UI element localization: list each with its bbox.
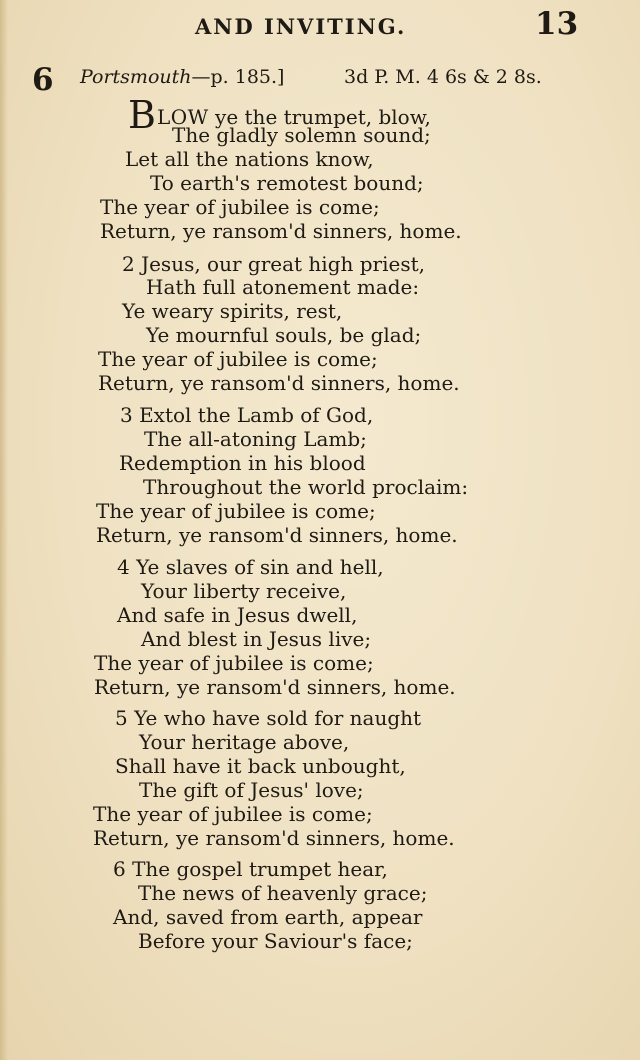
verse-line: Let all the nations know, — [125, 147, 374, 171]
verse-line: The gladly solemn sound; — [172, 123, 431, 147]
refrain-line: The year of jubilee is come; — [96, 499, 376, 523]
drop-cap: B — [128, 93, 156, 137]
refrain-line: Return, ye ransom'd sinners, home. — [93, 826, 455, 850]
meter: 3d P. M. 4 6s & 2 8s. — [344, 66, 542, 88]
verse-line: Throughout the world proclaim: — [143, 475, 469, 499]
refrain-line: Return, ye ransom'd sinners, home. — [98, 371, 460, 395]
verse-line: Shall have it back unbought, — [115, 754, 406, 778]
refrain-line: Return, ye ransom'd sinners, home. — [96, 523, 458, 547]
tune-reference: —p. 185.] — [191, 66, 285, 88]
verse-line: The gift of Jesus' love; — [139, 778, 364, 802]
tune-line — [80, 66, 560, 88]
tune-name: Portsmouth — [80, 66, 192, 88]
verse-line: 2 Jesus, our great high priest, — [122, 252, 425, 276]
refrain-line: The year of jubilee is come; — [93, 802, 373, 826]
refrain-line: Return, ye ransom'd sinners, home. — [100, 219, 462, 243]
verse-line: Ye weary spirits, rest, — [122, 299, 343, 323]
running-head: AND INVITING. — [195, 14, 407, 39]
refrain-line: The year of jubilee is come; — [94, 651, 374, 675]
verse-line: And safe in Jesus dwell, — [117, 603, 358, 627]
verse-line: To earth's remotest bound; — [150, 171, 424, 195]
verse-line: 5 Ye who have sold for naught — [115, 706, 422, 730]
page-edge-shadow — [0, 0, 8, 1060]
verse-line: Your heritage above, — [139, 730, 350, 754]
refrain-line: Return, ye ransom'd sinners, home. — [94, 675, 456, 699]
verse-line: The all-atoning Lamb; — [144, 427, 367, 451]
refrain-line: The year of jubilee is come; — [100, 195, 380, 219]
verse-line: And, saved from earth, appear — [113, 905, 423, 929]
opening-word: LOW — [156, 105, 209, 129]
hymn-number: 6 — [32, 62, 54, 98]
verse-line: Ye mournful souls, be glad; — [146, 323, 422, 347]
verse-line: Before your Saviour's face; — [138, 929, 413, 953]
verse-line: Your liberty receive, — [141, 579, 347, 603]
verse-line: 6 The gospel trumpet hear, — [113, 857, 388, 881]
verse-line: 3 Extol the Lamb of God, — [120, 403, 374, 427]
verse-line: Redemption in his blood — [119, 451, 366, 475]
refrain-line: The year of jubilee is come; — [98, 347, 378, 371]
verse-line: Hath full atonement made: — [146, 275, 420, 299]
verse-line-text: ye the trumpet, blow, — [215, 105, 431, 129]
verse-line: 4 Ye slaves of sin and hell, — [117, 555, 384, 579]
verse-line: And blest in Jesus live; — [141, 627, 372, 651]
page-number: 13 — [535, 6, 579, 42]
verse-line: The news of heavenly grace; — [138, 881, 428, 905]
